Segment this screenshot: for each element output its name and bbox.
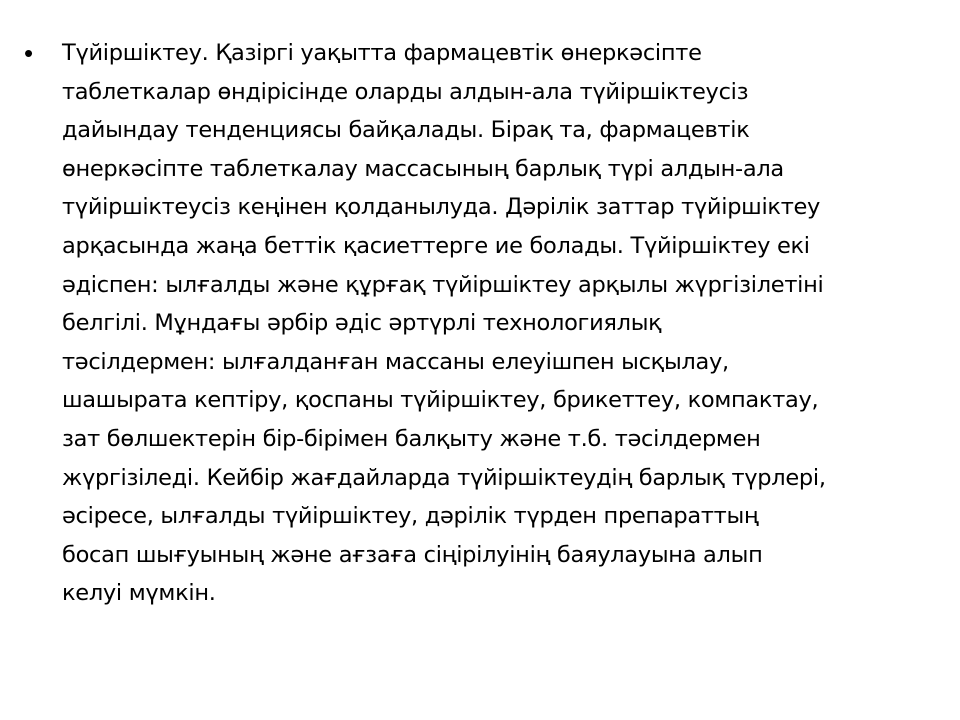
- paragraph-line: Түйіршіктеу. Қазіргі уақытта фармацевтік өнеркәсіпте: [62, 40, 702, 66]
- paragraph-line: таблеткалар өндірісінде оларды алдын-ала түйіршіктеусіз: [62, 78, 749, 105]
- paragraph-line: әдіспен: ылғалды және құрғақ түйіршіктеу арқылы жүргізілетіні: [62, 271, 824, 298]
- paragraph-line: дайындау тенденциясы байқалады. Бірақ та, фармацевтік: [62, 117, 750, 144]
- paragraph-line: белгілі. Мұндағы әрбір әдіс әртүрлі технологиялық: [62, 310, 662, 337]
- paragraph-line: зат бөлшектерін бір-бірімен балқыту және т.б. тәсілдермен: [62, 425, 761, 452]
- paragraph-line: жүргізіледі. Кейбір жағдайларда түйіршіктеудің барлық түрлері,: [62, 464, 826, 491]
- bullet-icon: •: [24, 38, 34, 68]
- paragraph-line: әсіресе, ылғалды түйіршіктеу, дәрілік түрден препараттың: [62, 503, 759, 530]
- paragraph-line: тәсілдермен: ылғалданған массаны елеуішпен ысқылау,: [62, 348, 729, 375]
- paragraph-line: арқасында жаңа беттік қасиеттерге ие болады. Түйіршіктеу екі: [62, 232, 810, 259]
- paragraph-line: босап шығуының және ағзаға сіңірілуінің баяулауына алып: [62, 541, 763, 568]
- paragraph-line: шашырата кептіру, қоспаны түйіршіктеу, брикеттеу, компактау,: [62, 387, 819, 414]
- paragraph: [62, 34, 826, 613]
- bullet-item: [24, 34, 944, 613]
- paragraph-line: келуі мүмкін.: [62, 580, 216, 607]
- paragraph-line: түйіршіктеусіз кеңінен қолданылуда. Дәрілік заттар түйіршіктеу: [62, 194, 821, 221]
- paragraph-line: өнеркәсіпте таблеткалау массасының барлық түрі алдын-ала: [62, 155, 784, 182]
